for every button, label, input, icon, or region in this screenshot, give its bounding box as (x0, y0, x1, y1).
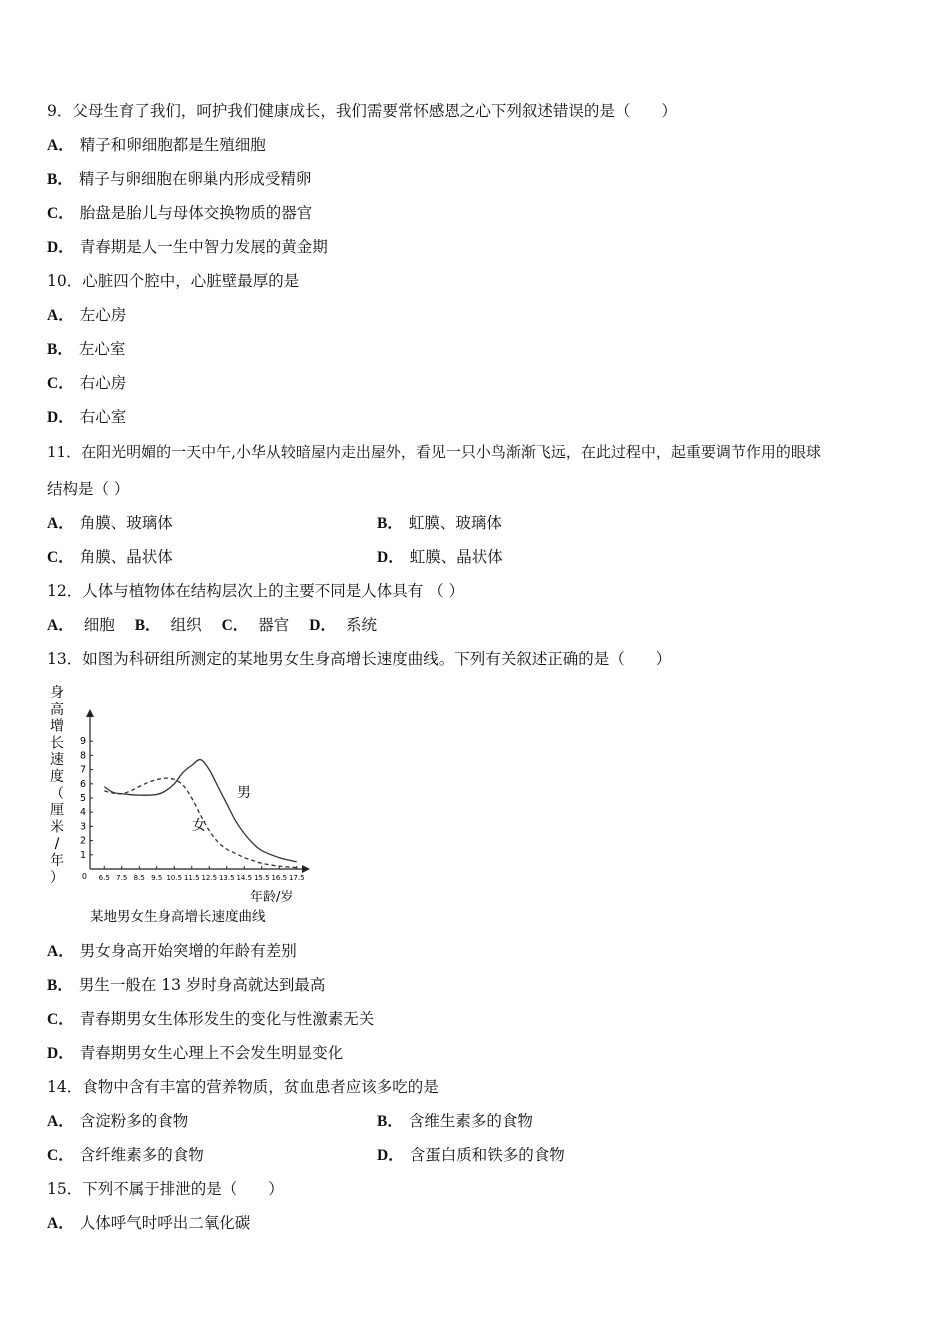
option-text: 胎盘是胎儿与母体交换物质的器官 (79, 204, 313, 222)
option-text: 右心房 (79, 374, 127, 392)
x-tick-label: 17.5 (288, 874, 305, 882)
y-label-char: 度 (50, 769, 64, 785)
option-label: A． (47, 137, 74, 154)
x-tick-label: 7.5 (116, 874, 128, 882)
option-label: B． (47, 171, 73, 188)
option-text: 器官 (258, 616, 290, 634)
q14-stem: 14．食物中含有丰富的营养物质，贫血患者应该多吃的是 (47, 1078, 439, 1096)
q12-option-c (222, 616, 300, 634)
y-label-char: 身 (50, 685, 64, 701)
y-tick-label: 4 (79, 807, 86, 819)
q13-option-c (47, 1009, 374, 1030)
x-tick-label: 9.5 (151, 874, 163, 882)
option-label: A． (47, 1215, 74, 1232)
y-label-char: ） (50, 869, 64, 886)
q9-option-a (47, 135, 266, 156)
option-label: C． (47, 1011, 74, 1028)
option-label: B． (47, 977, 73, 994)
option-text: 人体呼气时呼出二氧化碳 (79, 1214, 251, 1232)
option-label: C． (221, 617, 249, 634)
q14-option-a (47, 1112, 188, 1130)
option-label: D． (309, 617, 336, 634)
x-tick-label: 11.5 (183, 874, 200, 882)
option-text: 含维生素多的食物 (408, 1112, 533, 1130)
option-label: C． (47, 375, 74, 392)
option-label: D． (377, 549, 404, 566)
chart-axes (79, 709, 310, 881)
q12-options (47, 615, 397, 636)
option-label: A． (47, 307, 74, 324)
series-line-male (104, 760, 297, 862)
x-tick-label: 15.5 (253, 874, 270, 882)
q11-stem-line2: 结构是（ ） (47, 480, 130, 498)
option-text: 含淀粉多的食物 (79, 1112, 189, 1130)
option-label: C． (47, 205, 74, 222)
q9-option-c (47, 203, 312, 224)
option-label: B． (47, 341, 73, 358)
x-tick-label: 14.5 (236, 874, 253, 882)
option-label: B． (377, 1113, 403, 1130)
chart-title: 某地男女生身高增长速度曲线 (90, 909, 266, 925)
q14-option-c (47, 1146, 204, 1164)
q14-options-row1 (47, 1111, 907, 1132)
option-label: C． (47, 1147, 74, 1164)
y-label-char: 米 (50, 819, 64, 836)
option-label: C． (47, 549, 74, 566)
y-tick-label: 9 (79, 736, 86, 748)
q15-option-a (47, 1213, 250, 1234)
option-text: 角膜、晶状体 (79, 548, 173, 566)
x-tick-label: 10.5 (166, 874, 183, 882)
x-tick-label: 13.5 (218, 874, 235, 882)
y-tick-label: 8 (79, 750, 86, 762)
option-label: B． (377, 515, 403, 532)
q13-stem: 13．如图为科研组所测定的某地男女生身高增长速度曲线。下列有关叙述正确的是（ ） (47, 650, 672, 668)
option-text: 男生一般在 13 岁时身高就达到最高 (78, 976, 326, 994)
option-text: 虹膜、晶状体 (409, 548, 503, 566)
q14-option-b (377, 1111, 533, 1132)
option-text: 左心房 (79, 306, 127, 324)
q15-stem: 15．下列不属于排泄的是（ ） (47, 1180, 284, 1198)
q14-option-d (377, 1145, 565, 1166)
option-label: D． (47, 239, 74, 256)
q14-options-row2 (47, 1145, 907, 1166)
q10-option-d (47, 407, 126, 428)
y-tick-label: 7 (79, 764, 86, 776)
q13-option-b (47, 975, 325, 996)
q10-option-c (47, 373, 126, 394)
q9-stem: 9．父母生育了我们，呵护我们健康成长，我们需要常怀感恩之心下列叙述错误的是（ ） (47, 102, 677, 120)
q13-option-a (47, 941, 297, 962)
option-label: A． (47, 515, 74, 532)
q11-option-a (47, 514, 173, 532)
option-label: A． (47, 1113, 74, 1130)
option-label: B． (134, 617, 161, 634)
option-text: 细胞 (83, 616, 115, 634)
y-axis-label (50, 685, 64, 886)
option-label: D． (377, 1147, 404, 1164)
height-growth-chart (40, 683, 330, 933)
series-label: 女 (192, 818, 206, 834)
q12-option-b (135, 616, 212, 634)
y-tick-label: 2 (79, 835, 86, 847)
q13-option-d (47, 1043, 343, 1064)
option-text: 右心室 (79, 408, 127, 426)
y-label-char: 速 (50, 752, 64, 769)
q11-stem-line1: 11．在阳光明媚的一天中午,小华从较暗屋内走出屋外，看见一只小鸟渐渐飞远，在此过程中，起重要调节作用的眼球 (47, 443, 821, 461)
y-label-char: （ (50, 785, 64, 802)
q9-option-d (47, 237, 328, 258)
y-label-char: 增 (50, 718, 64, 735)
option-label: A． (47, 943, 74, 960)
option-text: 精子与卵细胞在卵巢内形成受精卵 (78, 170, 312, 188)
y-axis-arrow-icon (86, 709, 94, 717)
series-label: 男 (237, 785, 251, 801)
q11-option-b (377, 513, 502, 534)
y-label-char: 高 (50, 701, 64, 718)
q11-options-row1 (47, 513, 907, 534)
chart-series (104, 760, 297, 868)
x-axis-label: 年龄/岁 (250, 890, 294, 905)
option-text: 含蛋白质和铁多的食物 (409, 1146, 565, 1164)
option-text: 左心室 (78, 340, 126, 358)
option-label: D． (47, 1045, 74, 1062)
option-label: A． (47, 617, 74, 634)
y-label-char: 年 (50, 853, 64, 869)
x-tick-label: 6.5 (98, 874, 110, 882)
q12-option-a (47, 616, 125, 634)
q10-option-a (47, 305, 126, 326)
x-tick-label: 12.5 (201, 874, 218, 882)
option-text: 青春期男女生心理上不会发生明显变化 (79, 1044, 344, 1062)
q12-option-d (309, 616, 387, 634)
option-text: 虹膜、玻璃体 (408, 514, 502, 532)
option-label: D． (47, 409, 74, 426)
x-axis-arrow-icon (302, 865, 310, 873)
option-text: 青春期是人一生中智力发展的黄金期 (79, 238, 328, 256)
q11-option-c (47, 548, 173, 566)
y-ticks (80, 736, 93, 861)
option-text: 系统 (346, 616, 378, 634)
option-text: 青春期男女生体形发生的变化与性激素无关 (79, 1010, 375, 1028)
q12-stem: 12．人体与植物体在结构层次上的主要不同是人体具有 （ ） (47, 582, 465, 600)
option-text: 含纤维素多的食物 (79, 1146, 204, 1164)
y-tick-label: 6 (79, 778, 86, 790)
option-text: 男女身高开始突增的年龄有差别 (79, 942, 297, 960)
q11-option-d (377, 547, 503, 568)
q10-option-b (47, 339, 125, 360)
option-text: 组织 (170, 616, 202, 634)
q9-option-b (47, 169, 311, 190)
origin-label: 0 (81, 872, 87, 881)
q11-options-row2 (47, 547, 907, 568)
x-tick-label: 16.5 (271, 874, 288, 882)
y-label-char: 厘 (50, 802, 64, 819)
y-label-char: 长 (50, 735, 64, 752)
y-tick-label: 1 (79, 849, 86, 861)
y-tick-label: 3 (79, 821, 86, 833)
q10-stem: 10．心脏四个腔中，心脏壁最厚的是 (47, 272, 300, 290)
x-tick-label: 8.5 (133, 874, 145, 882)
y-label-char: / (54, 836, 60, 853)
option-text: 精子和卵细胞都是生殖细胞 (79, 136, 266, 154)
option-text: 角膜、玻璃体 (79, 514, 173, 532)
y-tick-label: 5 (79, 793, 86, 804)
